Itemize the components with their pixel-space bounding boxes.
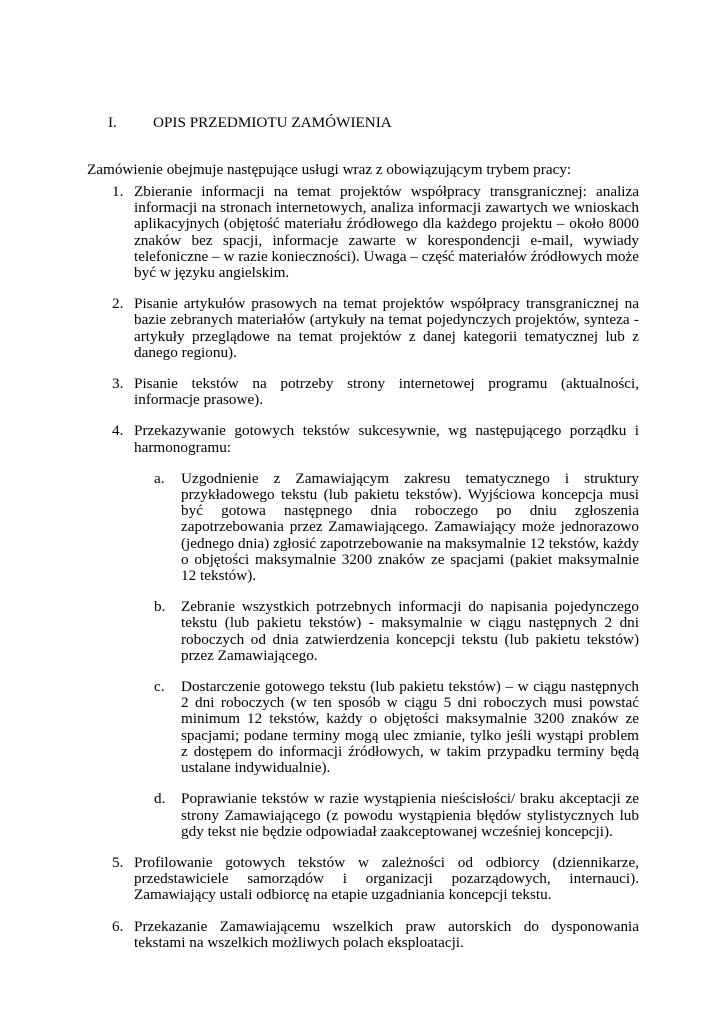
sublist-item-text: Dostarczenie gotowego tekstu (lub pakietu tekstów) – w ciągu następnych 2 dni roboczych (w ten sposób w ciągu 5 dni roboczych musi powstać minimum 12 tekstów, każdy o objętości maksymalnie 3200 znaków ze spacjami; podane terminy mogą ulec zmianie, tylko jeśli wystąpi problem z dostępem do informacji źródłowych, w takim przypadku terminy będą ustalane indywidualnie). [181,678,639,777]
sublist-item [134,679,639,776]
section-numeral: I. [108,114,117,131]
list-item [0,184,639,281]
list-item-text: Pisanie tekstów na potrzeby strony internetowej programu (aktualności, informacje prasowe). [134,375,639,409]
services-list [0,184,639,966]
list-item [0,296,639,361]
section-heading [108,115,392,131]
sublist-item-letter: c. [154,678,165,696]
sublist-item [134,599,639,664]
list-item-number: 1. [112,183,124,200]
list-item-text: Przekazywanie gotowych tekstów sukcesywnie, wg następującego porządku i harmonogramu: [134,422,639,456]
list-item [0,423,639,839]
sublist-item [134,471,639,584]
sublist-item-letter: d. [154,790,166,808]
sublist-item-text: Zebranie wszystkich potrzebnych informacji do napisania pojedynczego tekstu (lub pakietu tekstów) - maksymalnie w ciągu następnych 2 dni roboczych od dnia zatwierdzenia koncepcji tekstu (lub pakietu tekstów) przez Zamawiającego. [181,598,639,664]
sublist-item-letter: a. [154,469,165,487]
list-item-text: Przekazanie Zamawiającemu wszelkich praw autorskich do dysponowania tekstami na wszelkich możliwych polach eksploatacji. [134,917,639,951]
sublist-item-text: Poprawianie tekstów w razie wystąpienia nieścisłości/ braku akceptacji ze strony Zamawiającego (z powodu wystąpienia błędów stylistycznych lub gdy tekst nie będzie odpowiadał zaakceptowanej wcześniej koncepcji). [181,790,639,840]
list-item-text: Zbieranie informacji na temat projektów współpracy transgranicznej: analiza informacji na stronach internetowych, analiza informacji zawartych we wnioskach aplikacyjnych (objętość materiału źródłowego dla każdego projektu – około 8000 znaków bez spacji, informacje zawarte w korespondencji e-mail, wywiady telefoniczne – w razie konieczności). Uwaga – część materiałów źródłowych może być w języku angielskim. [134,183,639,282]
list-item-number: 5. [112,853,124,871]
sublist-item-letter: b. [154,598,166,616]
schedule-sublist [134,471,639,840]
list-item-text: Profilowanie gotowych tekstów w zależności od odbiorcy (dziennikarze, przedstawiciele samorządów i organizacji pozarządowych, internauci). Zamawiający ustali odbiorcę na etapie uzgadniania koncepcji tekstu. [134,853,639,904]
intro-paragraph: Zamówienie obejmuje następujące usługi wraz z obowiązującym trybem pracy: [87,161,572,178]
list-item-text: Pisanie artykułów prasowych na temat projektów współpracy transgranicznej na bazie zebranych materiałów (artykuły na temat pojedynczych projektów, synteza - artykuły przeglądowe na temat projektów z danej kategorii tematycznej lub z danego regionu). [134,295,639,361]
list-item-number: 2. [112,295,124,313]
list-item-number: 3. [112,375,124,393]
list-item [0,855,639,904]
list-item-number: 4. [112,422,124,440]
list-item-number: 6. [112,917,124,935]
list-item [0,919,639,951]
sublist-item [134,791,639,840]
sublist-item-text: Uzgodnienie z Zamawiającym zakresu tematycznego i struktury przykładowego tekstu (lub pakietu tekstów). Wyjściowa koncepcja musi być gotowa następnego dnia roboczego po dniu zgłoszenia zapotrzebowania przez Zamawiającego. Zamawiający może jednorazowo (jednego dnia) zgłosić zapotrzebowanie na maksymalnie 12 tekstów, każdy o objętości maksymalnie 3200 znaków ze spacjami (pakiet maksymalnie 12 tekstów). [181,469,639,585]
section-title: OPIS PRZEDMIOTU ZAMÓWIENIA [153,114,392,131]
list-item [0,376,639,408]
